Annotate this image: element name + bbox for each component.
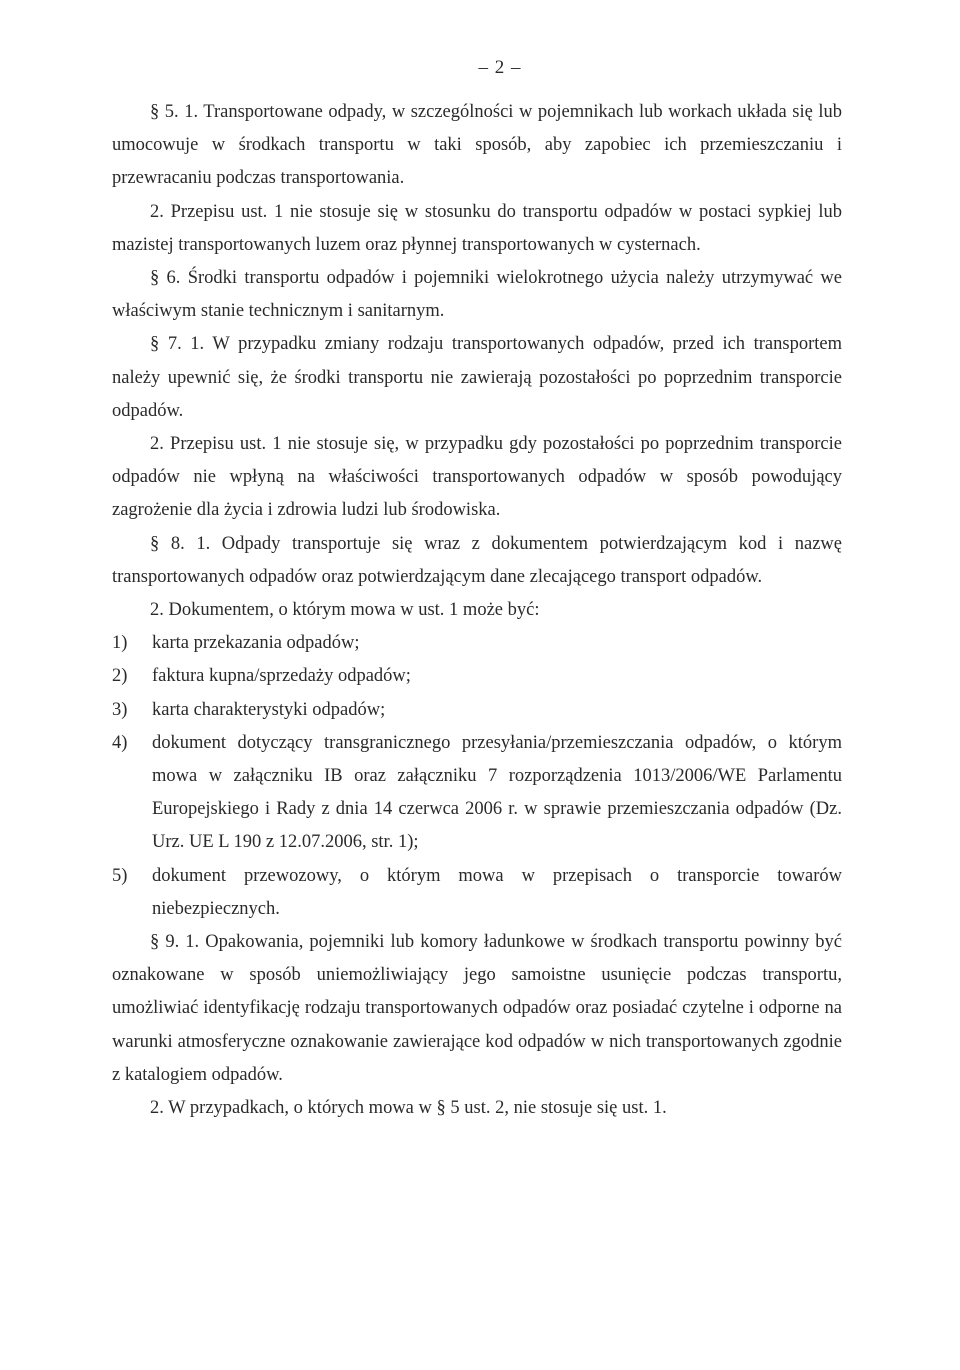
list-item-text: dokument przewozowy, o którym mowa w przepisach o transporcie towarów niebezpiecznych.	[152, 865, 842, 919]
list-item-number: 1)	[112, 633, 128, 654]
list-item	[112, 627, 842, 660]
list-item-text: dokument dotyczący transgranicznego przesyłania/przemieszczania odpadów, o którym mowa w załączniku IB oraz załączniku 7 rozporządzenia 1013/2006/WE Parlamentu Europejskiego i Rady z dnia 14 czerwca 2006 r. w sprawie przemieszczania odpadów (Dz. Urz. UE L 190 z 12.07.2006, str. 1);	[152, 732, 842, 853]
list-item	[112, 727, 842, 860]
list-item-text: karta charakterystyki odpadów;	[152, 699, 386, 720]
document-list-8-2	[112, 627, 842, 926]
list-item-number: 4)	[112, 732, 128, 753]
paragraph-5-1: § 5. 1. Transportowane odpady, w szczególności w pojemnikach lub workach układa się lub umocowuje w środkach transportu w taki sposób, aby zapobiec ich przemieszczaniu i przewracaniu podczas transportowania.	[112, 102, 842, 189]
paragraph-5-2: 2. Przepisu ust. 1 nie stosuje się w stosunku do transportu odpadów w postaci sypkiej lub mazistej transportowanych luzem oraz płynnej transportowanych w cysternach.	[112, 201, 842, 255]
list-item-text: faktura kupna/sprzedaży odpadów;	[152, 666, 411, 687]
paragraph-7-1: § 7. 1. W przypadku zmiany rodzaju transportowanych odpadów, przed ich transportem należy upewnić się, że środki transportu nie zawierają pozostałości po poprzednim transporcie odpadów.	[112, 334, 842, 421]
paragraph-8-2: 2. Dokumentem, o którym mowa w ust. 1 może być:	[150, 600, 540, 621]
paragraph-6: § 6. Środki transportu odpadów i pojemniki wielokrotnego użycia należy utrzymywać we właściwym stanie technicznym i sanitarnym.	[112, 268, 842, 322]
list-item-text: karta przekazania odpadów;	[152, 633, 360, 654]
paragraph-9-1: § 9. 1. Opakowania, pojemniki lub komory ładunkowe w środkach transportu powinny być oznakowane w sposób uniemożliwiający jego samoistne usunięcie podczas transportu, umożliwiać identyfikację rodzaju transportowanych odpadów oraz posiadać czytelne i odporne na warunki atmosferyczne oznakowanie zawierające kod odpadów w nich transportowanych zgodnie z katalogiem odpadów.	[112, 932, 842, 1085]
document-body	[112, 96, 842, 1125]
list-item	[112, 860, 842, 926]
paragraph-9-2: 2. W przypadkach, o których mowa w § 5 ust. 2, nie stosuje się ust. 1.	[150, 1098, 667, 1119]
list-item	[112, 660, 842, 693]
list-item-number: 2)	[112, 666, 128, 687]
paragraph-7-2: 2. Przepisu ust. 1 nie stosuje się, w przypadku gdy pozostałości po poprzednim transporcie odpadów nie wpłyną na właściwości transportowanych odpadów w sposób powodujący zagrożenie dla życia i zdrowia ludzi lub środowiska.	[112, 434, 842, 521]
list-item-number: 5)	[112, 865, 128, 886]
list-item-number: 3)	[112, 699, 128, 720]
list-item	[112, 694, 842, 727]
page-number: – 2 –	[478, 57, 522, 78]
paragraph-8-1: § 8. 1. Odpady transportuje się wraz z dokumentem potwierdzającym kod i nazwę transportowanych odpadów oraz potwierdzającym dane zlecającego transport odpadów.	[112, 533, 842, 587]
